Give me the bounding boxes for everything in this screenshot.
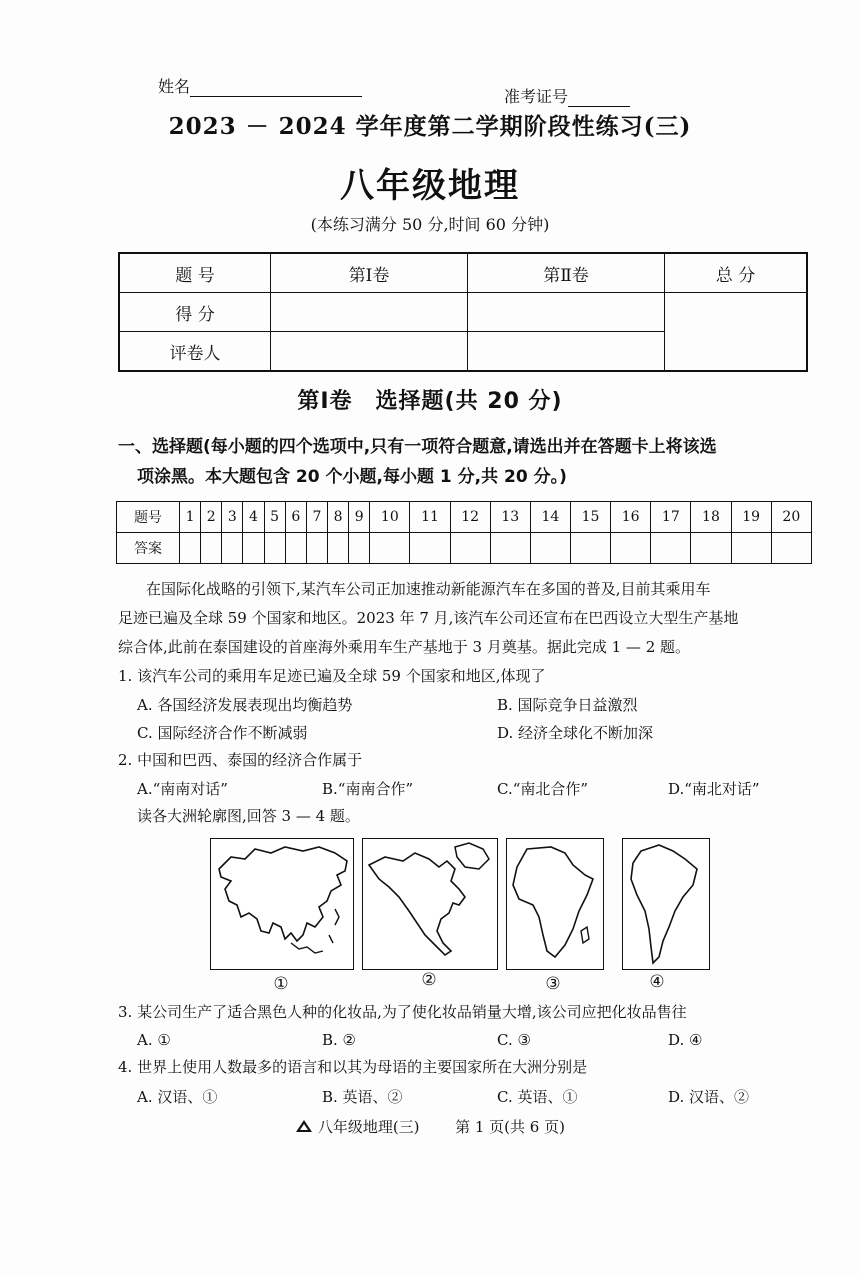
question-number-cell: 13 — [490, 502, 530, 533]
question-number-cell: 3 — [222, 502, 243, 533]
exam-subtitle: (本练习满分 50 分,时间 60 分钟) — [310, 215, 550, 234]
score-cell[interactable] — [271, 293, 468, 332]
answer-cell[interactable] — [691, 533, 731, 564]
total-score-cell[interactable] — [665, 293, 808, 372]
question-stem: 1. 该汽车公司的乘用车足迹已遍及全球 59 个国家和地区,体现了 — [118, 667, 546, 685]
answer-cell[interactable] — [327, 533, 348, 564]
answer-cell[interactable] — [370, 533, 410, 564]
option-b[interactable]: B.“南南合作” — [322, 780, 414, 798]
score-row-label: 评卷人 — [119, 332, 271, 372]
question-number-cell: 20 — [771, 502, 811, 533]
question-number-cell: 14 — [530, 502, 570, 533]
question-number-cell: 12 — [450, 502, 490, 533]
map-intro: 读各大洲轮廓图,回答 3 — 4 题。 — [137, 807, 360, 825]
answer-cell[interactable] — [450, 533, 490, 564]
answer-cell[interactable] — [306, 533, 327, 564]
answer-row-label: 答案 — [117, 533, 180, 564]
south-america-map — [622, 838, 710, 970]
question-number-cell: 19 — [731, 502, 771, 533]
answer-cell[interactable] — [731, 533, 771, 564]
score-col-header: 总 分 — [665, 253, 808, 293]
score-col-header: 第Ⅰ卷 — [271, 253, 468, 293]
option-d[interactable]: D. 汉语、② — [668, 1088, 750, 1106]
question-stem: 2. 中国和巴西、泰国的经济合作属于 — [118, 751, 363, 769]
question-stem: 3. 某公司生产了适合黑色人种的化妆品,为了使化妆品销量大增,该公司应把化妆品售往 — [118, 1003, 687, 1021]
question-number-cell: 2 — [201, 502, 222, 533]
score-col-header: 题 号 — [119, 253, 271, 293]
question-number-cell: 1 — [180, 502, 201, 533]
asia-outline-icon — [211, 839, 353, 969]
passage-line: 综合体,此前在泰国建设的首座海外乘用车生产基地于 3 月奠基。据此完成 1 — 2 题。 — [118, 638, 691, 656]
answer-cell[interactable] — [264, 533, 285, 564]
map-label: ④ — [649, 972, 665, 992]
question-number-cell: 17 — [651, 502, 691, 533]
answer-cell[interactable] — [611, 533, 651, 564]
passage-line: 在国际化战略的引领下,某汽车公司正加速推动新能源汽车在多国的普及,目前其乘用车 — [146, 580, 711, 598]
answer-cell[interactable] — [490, 533, 530, 564]
question-number-cell: 15 — [570, 502, 610, 533]
answer-cell[interactable] — [651, 533, 691, 564]
option-a[interactable]: A. 各国经济发展表现出均衡趋势 — [137, 696, 353, 714]
question-number-cell: 6 — [285, 502, 306, 533]
question-number-cell: 18 — [691, 502, 731, 533]
answer-cell[interactable] — [243, 533, 264, 564]
option-a[interactable]: A. 汉语、① — [137, 1088, 218, 1106]
instruction-line: 项涂黑。本大题包含 20 个小题,每小题 1 分,共 20 分。) — [137, 467, 567, 487]
asia-map — [210, 838, 354, 970]
grader-cell[interactable] — [271, 332, 468, 372]
question-number-cell: 7 — [306, 502, 327, 533]
map-label: ③ — [545, 974, 561, 994]
africa-map — [506, 838, 604, 970]
option-c[interactable]: C. 英语、① — [497, 1088, 578, 1106]
answer-cell[interactable] — [180, 533, 201, 564]
exam-id-label: 准考证号 — [504, 87, 569, 106]
answer-cell[interactable] — [222, 533, 243, 564]
instruction-line: 一、选择题(每小题的四个选项中,只有一项符合题意,请选出并在答题卡上将该选 — [118, 437, 717, 457]
question-number-cell: 5 — [264, 502, 285, 533]
question-number-cell: 16 — [611, 502, 651, 533]
north-america-outline-icon — [363, 839, 497, 969]
grader-cell[interactable] — [468, 332, 665, 372]
answer-cell[interactable] — [285, 533, 306, 564]
answer-header-label: 题号 — [117, 502, 180, 533]
name-field[interactable] — [158, 74, 362, 97]
name-blank-line[interactable] — [190, 80, 362, 97]
score-row-label: 得 分 — [119, 293, 271, 332]
map-label: ② — [421, 970, 437, 990]
question-number-cell: 11 — [410, 502, 450, 533]
exam-id-field[interactable] — [504, 84, 630, 107]
passage-line: 足迹已遍及全球 59 个国家和地区。2023 年 7 月,该汽车公司还宣布在巴西设立大型生产基地 — [118, 609, 739, 627]
answer-cell[interactable] — [530, 533, 570, 564]
exam-title: 2023 － 2024 学年度第二学期阶段性练习(三) — [168, 113, 692, 140]
option-d[interactable]: D. 经济全球化不断加深 — [497, 724, 654, 742]
option-b[interactable]: B. 英语、② — [322, 1088, 403, 1106]
page-footer — [0, 1116, 860, 1137]
answer-cell[interactable] — [771, 533, 811, 564]
exam-id-blank-line[interactable] — [568, 90, 630, 107]
option-d[interactable]: D. ④ — [668, 1031, 703, 1049]
subject-title: 八年级地理 — [340, 166, 520, 206]
option-d[interactable]: D.“南北对话” — [668, 780, 760, 798]
option-b[interactable]: B. ② — [322, 1031, 357, 1049]
question-number-cell: 4 — [243, 502, 264, 533]
option-a[interactable]: A. ① — [137, 1031, 171, 1049]
question-number-cell: 10 — [370, 502, 410, 533]
north-america-map — [362, 838, 498, 970]
name-label: 姓名 — [158, 77, 191, 96]
option-c[interactable]: C. 国际经济合作不断减弱 — [137, 724, 308, 742]
answer-cell[interactable] — [349, 533, 370, 564]
score-cell[interactable] — [468, 293, 665, 332]
question-number-cell: 9 — [349, 502, 370, 533]
score-col-header: 第Ⅱ卷 — [468, 253, 665, 293]
answer-cell[interactable] — [201, 533, 222, 564]
option-c[interactable]: C. ③ — [497, 1031, 531, 1049]
option-c[interactable]: C.“南北合作” — [497, 780, 589, 798]
option-b[interactable]: B. 国际竞争日益激烈 — [497, 696, 638, 714]
footer-page-number: 第 1 页(共 6 页) — [455, 1118, 565, 1136]
score-table — [118, 252, 808, 372]
footer-subject: 八年级地理(三) — [317, 1118, 420, 1136]
map-label: ① — [273, 974, 289, 994]
question-stem: 4. 世界上使用人数最多的语言和以其为母语的主要国家所在大洲分别是 — [118, 1058, 588, 1076]
answer-table — [116, 501, 812, 564]
south-america-outline-icon — [623, 839, 709, 969]
option-a[interactable]: A.“南南对话” — [137, 780, 228, 798]
publisher-logo-icon — [295, 1119, 313, 1133]
question-number-cell: 8 — [327, 502, 348, 533]
africa-outline-icon — [507, 839, 603, 969]
answer-cell[interactable] — [570, 533, 610, 564]
section-title: 第Ⅰ卷 选择题(共 20 分) — [297, 389, 563, 414]
answer-cell[interactable] — [410, 533, 450, 564]
